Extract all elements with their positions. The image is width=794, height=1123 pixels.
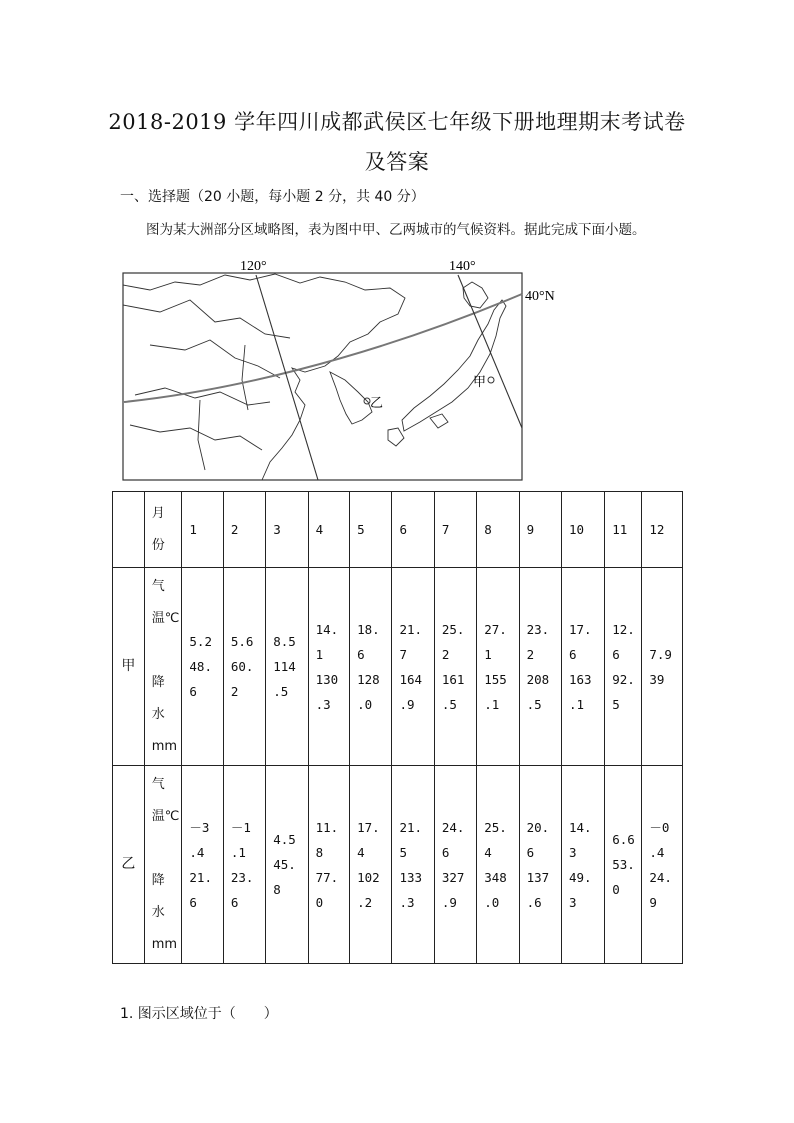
value-cell: 5.2 48. 6 [189, 634, 212, 699]
region-map [0, 0, 794, 490]
value-cell: 4.5 45. 8 [273, 832, 296, 897]
month-header-label: 月 份 [151, 505, 165, 553]
page-title-line2: 及答案 [364, 150, 430, 174]
city-jia-label: 甲 [473, 375, 487, 390]
city-cell-yi: 乙 [121, 856, 136, 872]
value-cell: －1 .1 23. 6 [230, 819, 254, 910]
value-cell: 11. 8 77. 0 [315, 819, 339, 910]
value-cell: 6.6 53. 0 [612, 832, 635, 897]
row-label: 气 温℃ 降 水 mm [151, 776, 180, 952]
month-cell: 6 [399, 522, 408, 537]
month-cell: 10 [568, 522, 585, 537]
value-cell: 21. 5 133 .3 [399, 819, 423, 910]
month-cell: 8 [484, 522, 492, 537]
lat-label-40N: 40°N [525, 289, 555, 304]
month-cell: 5 [357, 522, 365, 537]
value-cell: 14. 3 49. 3 [568, 819, 592, 910]
month-cell: 7 [441, 522, 450, 537]
value-cell: 17. 6 163 .1 [568, 621, 592, 712]
value-cell: 12. 6 92. 5 [612, 621, 635, 712]
lon-label-120: 120° [240, 259, 267, 274]
value-cell: 7.9 39 [649, 646, 672, 687]
value-cell: 25. 4 348 .0 [484, 819, 507, 910]
climate-table [112, 491, 683, 964]
table-row-yi [113, 766, 683, 964]
month-cell: 9 [526, 522, 535, 537]
value-cell: 20. 6 137 .6 [526, 819, 550, 910]
value-cell: 17. 4 102 .2 [357, 819, 380, 910]
month-cell: 11 [612, 522, 628, 537]
value-cell: 23. 2 208 .5 [526, 621, 550, 712]
month-cell: 12 [649, 522, 665, 537]
month-cell: 2 [230, 522, 239, 537]
intro-text: 图为某大洲部分区域略图，表为图中甲、乙两城市的气候资料。据此完成下面小题。 [146, 222, 646, 238]
value-cell: －0 .4 24. 9 [649, 819, 672, 910]
question-1: 1. 图示区域位于（ ） [120, 1006, 278, 1022]
value-cell: 8.5 114 .5 [273, 634, 296, 699]
value-cell: 5.6 60. 2 [230, 634, 254, 699]
month-cell: 3 [273, 522, 281, 537]
page-title: 2018-2019 学年四川成都武侯区七年级下册地理期末考试卷 [108, 110, 686, 134]
city-yi-label: 乙 [370, 396, 384, 411]
lon-label-140: 140° [449, 259, 476, 274]
map-frame [123, 273, 522, 480]
value-cell: 18. 6 128 .0 [357, 621, 380, 712]
value-cell: －3 .4 21. 6 [189, 819, 212, 910]
table-header-row [113, 492, 683, 568]
section-heading: 一、选择题（20 小题，每小题 2 分，共 40 分） [120, 189, 425, 205]
value-cell: 21. 7 164 .9 [399, 621, 423, 712]
value-cell: 25. 2 161 .5 [441, 621, 465, 712]
value-cell: 27. 1 155 .1 [484, 621, 507, 712]
value-cell: 24. 6 327 .9 [441, 819, 465, 910]
month-cell: 4 [315, 522, 324, 537]
table-row-jia [113, 568, 683, 766]
table-corner-cell [113, 492, 145, 568]
row-label: 气 温℃ 降 水 mm [151, 578, 180, 754]
city-cell-jia: 甲 [121, 658, 136, 674]
value-cell: 14. 1 130 .3 [315, 621, 339, 712]
month-cell: 1 [189, 522, 197, 537]
